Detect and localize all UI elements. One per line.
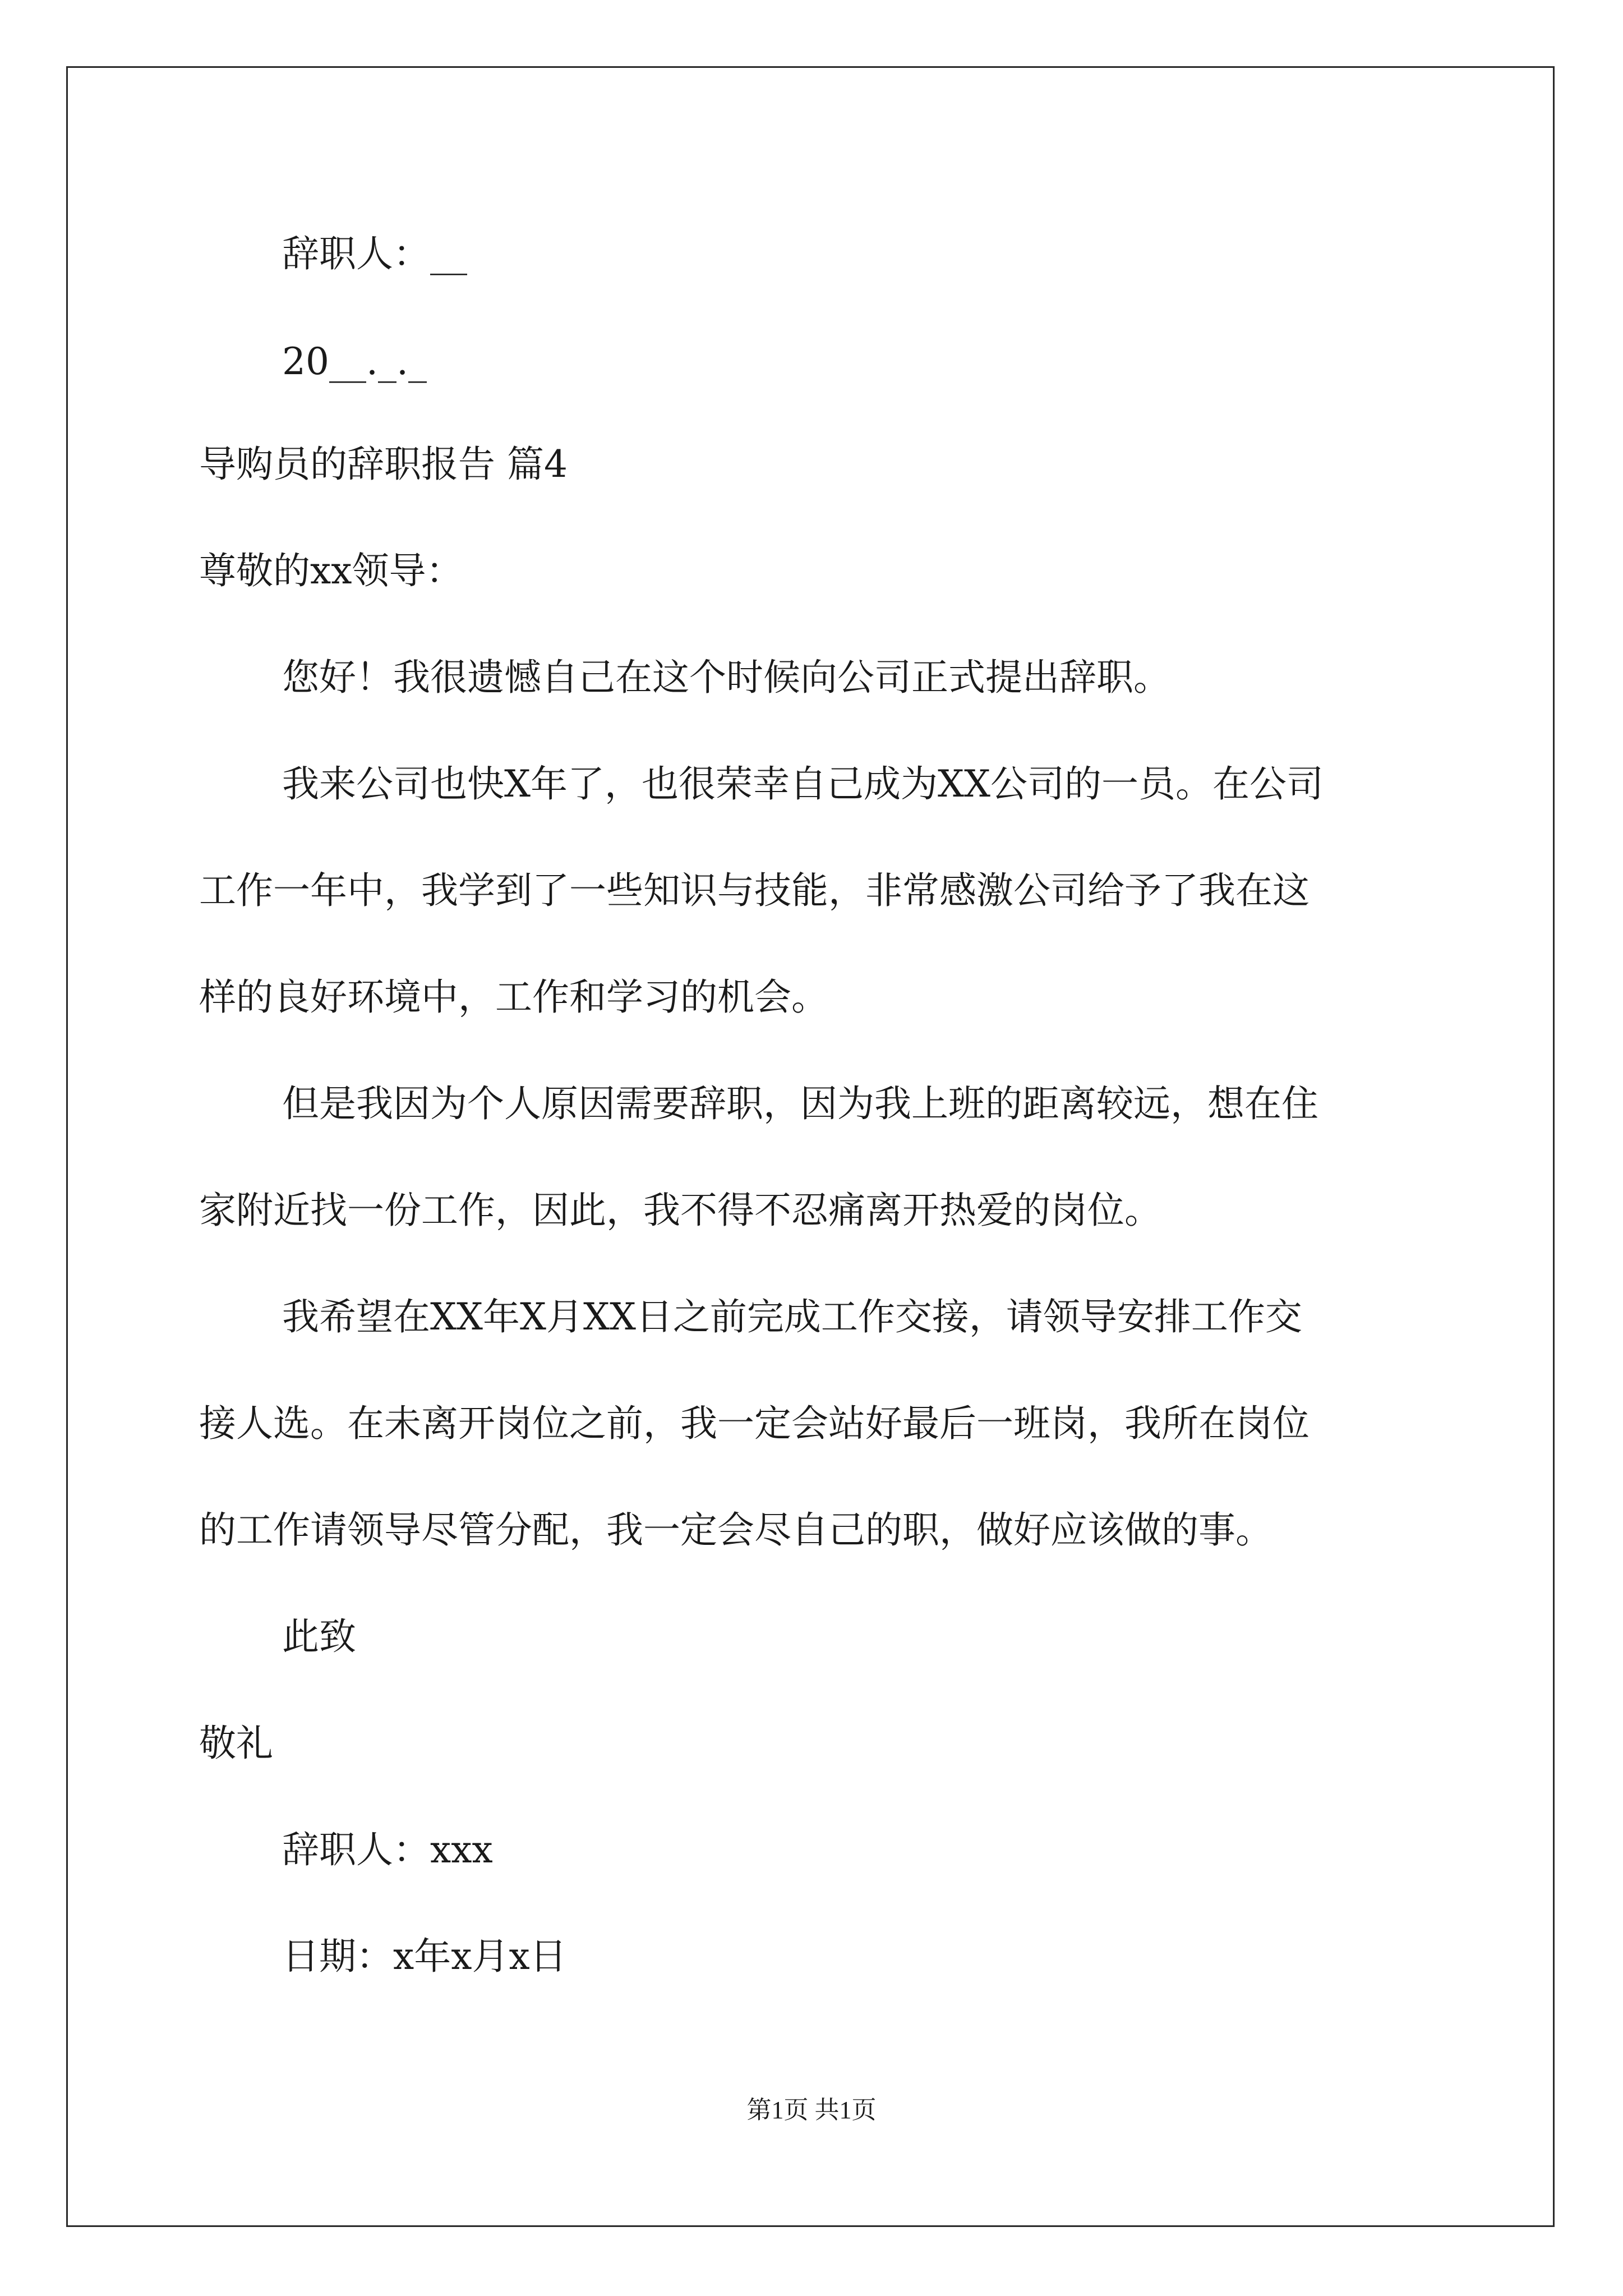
paragraph-2-line-2: 家附近找一份工作，因此，我不得不忍痛离开热爱的岗位。: [199, 1189, 1161, 1232]
salutation: 尊敬的xx领导：: [199, 549, 463, 592]
paragraph-greeting: 您好！我很遗憾自己在这个时候向公司正式提出辞职。: [282, 656, 1170, 699]
paragraph-3-line-3: 的工作请领导尽管分配，我一定会尽自己的职，做好应该做的事。: [199, 1508, 1272, 1552]
closing-jingli: 敬礼: [199, 1722, 273, 1765]
resigner-placeholder-line: 辞职人：__: [282, 232, 467, 275]
section-title: 导购员的辞职报告 篇4: [199, 443, 568, 486]
page-border: [66, 66, 1555, 2227]
closing-cizhi: 此致: [282, 1615, 356, 1658]
signature-date: 日期：x年x月x日: [282, 1935, 567, 1978]
date-placeholder-line: 20__._._: [282, 340, 427, 383]
paragraph-3-line-1: 我希望在XX年X月XX日之前完成工作交接，请领导安排工作交: [282, 1295, 1302, 1338]
paragraph-1-line-1: 我来公司也快X年了，也很荣幸自己成为XX公司的一员。在公司: [282, 762, 1324, 806]
paragraph-1-line-2: 工作一年中，我学到了一些知识与技能，非常感激公司给予了我在这: [199, 869, 1310, 912]
paragraph-1-line-3: 样的良好环境中，工作和学习的机会。: [199, 976, 828, 1019]
paragraph-3-line-2: 接人选。在未离开岗位之前，我一定会站好最后一班岗，我所在岗位: [199, 1402, 1310, 1445]
page-number-footer: 第1页 共1页: [746, 2096, 877, 2124]
paragraph-2-line-1: 但是我因为个人原因需要辞职，因为我上班的距离较远，想在住: [282, 1082, 1318, 1125]
signature-resigner: 辞职人：xxx: [282, 1828, 493, 1871]
